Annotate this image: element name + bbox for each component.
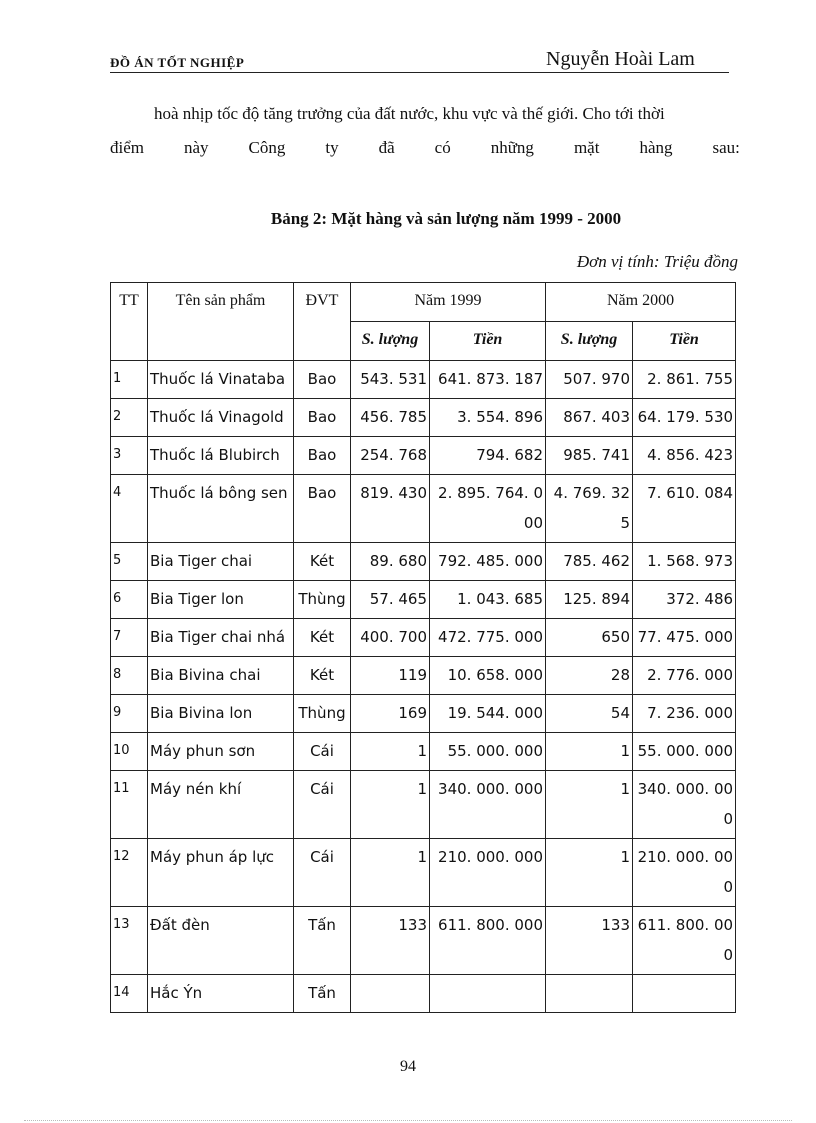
- cell-quantity-1999: 254. 768: [351, 437, 430, 475]
- cell-product-name: Bia Tiger chai nhá: [148, 619, 294, 657]
- cell-quantity-1999: 89. 680: [351, 543, 430, 581]
- cell-tt: 2: [111, 399, 148, 437]
- cell-product-name: Bia Bivina chai: [148, 657, 294, 695]
- cell-quantity-2000: 1: [546, 771, 633, 839]
- cell-quantity-2000: 785. 462: [546, 543, 633, 581]
- table-row: [111, 437, 736, 475]
- paragraph-word: Công: [248, 138, 286, 157]
- cell-money-1999: 611. 800. 000: [430, 907, 546, 975]
- cell-tt: 14: [111, 975, 148, 1013]
- cell-tt: 5: [111, 543, 148, 581]
- cell-quantity-1999: 1: [351, 733, 430, 771]
- cell-quantity-2000: 985. 741: [546, 437, 633, 475]
- cell-money-2000: [633, 975, 736, 1013]
- cell-tt: 12: [111, 839, 148, 907]
- paragraph-word: hàng: [639, 138, 673, 157]
- paragraph-word: mặt: [573, 138, 600, 157]
- cell-unit: Két: [294, 657, 351, 695]
- table-row: [111, 975, 736, 1013]
- cell-product-name: Máy nén khí: [148, 771, 294, 839]
- cell-product-name: Bia Tiger lon: [148, 581, 294, 619]
- cell-quantity-2000: 4. 769. 325: [546, 475, 633, 543]
- cell-quantity-2000: 28: [546, 657, 633, 695]
- cell-quantity-2000: 507. 970: [546, 361, 633, 399]
- header-product-name: Tên sản phẩm: [148, 283, 294, 361]
- cell-money-2000: 2. 776. 000: [633, 657, 736, 695]
- cell-quantity-1999: [351, 975, 430, 1013]
- table-row: [111, 657, 736, 695]
- cell-quantity-1999: 543. 531: [351, 361, 430, 399]
- cell-product-name: Thuốc lá Blubirch: [148, 437, 294, 475]
- paragraph-line-2: [110, 138, 740, 158]
- table-row: [111, 475, 736, 543]
- cell-unit: Thùng: [294, 695, 351, 733]
- table-row: [111, 581, 736, 619]
- cell-unit: Thùng: [294, 581, 351, 619]
- cell-money-1999: 10. 658. 000: [430, 657, 546, 695]
- paragraph-word: điểm: [110, 138, 144, 157]
- cell-tt: 4: [111, 475, 148, 543]
- cell-quantity-1999: 119: [351, 657, 430, 695]
- cell-quantity-1999: 1: [351, 839, 430, 907]
- paragraph-word: những: [490, 138, 534, 157]
- header-unit: ĐVT: [294, 283, 351, 361]
- cell-quantity-2000: 54: [546, 695, 633, 733]
- cell-quantity-2000: 1: [546, 839, 633, 907]
- cell-money-1999: 19. 544. 000: [430, 695, 546, 733]
- cell-unit: Bao: [294, 361, 351, 399]
- header-year-1999: Năm 1999: [351, 283, 546, 322]
- table-title: Bảng 2: Mặt hàng và sản lượng năm 1999 - 2000: [270, 209, 622, 228]
- cell-tt: 9: [111, 695, 148, 733]
- cell-quantity-1999: 57. 465: [351, 581, 430, 619]
- unit-note: Đơn vị tính: Triệu đồng: [576, 252, 738, 271]
- header-money-1999: Tiền: [430, 322, 546, 361]
- cell-product-name: Máy phun sơn: [148, 733, 294, 771]
- cell-money-1999: 340. 000. 000: [430, 771, 546, 839]
- cell-money-2000: 1. 568. 973: [633, 543, 736, 581]
- cell-unit: Cái: [294, 839, 351, 907]
- table-row: [111, 361, 736, 399]
- cell-money-2000: 2. 861. 755: [633, 361, 736, 399]
- cell-tt: 6: [111, 581, 148, 619]
- cell-money-1999: 3. 554. 896: [430, 399, 546, 437]
- cell-quantity-1999: 400. 700: [351, 619, 430, 657]
- cell-money-2000: 7. 610. 084: [633, 475, 736, 543]
- cell-money-2000: 7. 236. 000: [633, 695, 736, 733]
- cell-quantity-2000: 133: [546, 907, 633, 975]
- page-number: 94: [400, 1058, 416, 1075]
- cell-tt: 13: [111, 907, 148, 975]
- cell-money-2000: 55. 000. 000: [633, 733, 736, 771]
- table-row: [111, 771, 736, 839]
- cell-unit: Két: [294, 619, 351, 657]
- cell-money-1999: 2. 895. 764. 000: [430, 475, 546, 543]
- header-rule: [110, 72, 729, 73]
- cell-money-2000: 64. 179. 530: [633, 399, 736, 437]
- cell-product-name: Hắc Ýn: [148, 975, 294, 1013]
- cell-unit: Bao: [294, 399, 351, 437]
- cell-product-name: Bia Bivina lon: [148, 695, 294, 733]
- cell-money-2000: 4. 856. 423: [633, 437, 736, 475]
- cell-product-name: Thuốc lá bông sen: [148, 475, 294, 543]
- cell-quantity-2000: [546, 975, 633, 1013]
- cell-quantity-2000: 1: [546, 733, 633, 771]
- cell-money-1999: 55. 000. 000: [430, 733, 546, 771]
- cell-tt: 1: [111, 361, 148, 399]
- cell-unit: Tấn: [294, 975, 351, 1013]
- cell-unit: Két: [294, 543, 351, 581]
- cell-money-1999: [430, 975, 546, 1013]
- cell-quantity-1999: 133: [351, 907, 430, 975]
- cell-money-2000: 611. 800. 000: [633, 907, 736, 975]
- cell-product-name: Thuốc lá Vinataba: [148, 361, 294, 399]
- cell-tt: 11: [111, 771, 148, 839]
- header-year-2000: Năm 2000: [546, 283, 736, 322]
- cell-money-1999: 1. 043. 685: [430, 581, 546, 619]
- table-row: [111, 839, 736, 907]
- cell-unit: Bao: [294, 475, 351, 543]
- paragraph-word: này: [184, 138, 209, 157]
- table-row: [111, 907, 736, 975]
- table-row: [111, 399, 736, 437]
- table-row: [111, 733, 736, 771]
- paragraph-word: có: [434, 138, 451, 157]
- cell-quantity-2000: 867. 403: [546, 399, 633, 437]
- footer-divider: [24, 1120, 792, 1121]
- cell-product-name: Máy phun áp lực: [148, 839, 294, 907]
- cell-tt: 10: [111, 733, 148, 771]
- cell-unit: Cái: [294, 733, 351, 771]
- table-row: [111, 619, 736, 657]
- cell-money-1999: 792. 485. 000: [430, 543, 546, 581]
- cell-quantity-1999: 456. 785: [351, 399, 430, 437]
- cell-money-1999: 641. 873. 187: [430, 361, 546, 399]
- cell-product-name: Bia Tiger chai: [148, 543, 294, 581]
- cell-money-1999: 794. 682: [430, 437, 546, 475]
- cell-money-2000: 372. 486: [633, 581, 736, 619]
- paragraph-line-1: hoà nhịp tốc độ tăng trưởng của đất nước, khu vực và thế giới. Cho tới thời: [154, 104, 665, 123]
- cell-quantity-1999: 819. 430: [351, 475, 430, 543]
- cell-product-name: Thuốc lá Vinagold: [148, 399, 294, 437]
- header-quantity-2000: S. lượng: [546, 322, 633, 361]
- paragraph-word: ty: [325, 138, 339, 157]
- cell-quantity-1999: 1: [351, 771, 430, 839]
- cell-money-2000: 340. 000. 000: [633, 771, 736, 839]
- paragraph-word: đã: [378, 138, 395, 157]
- header-quantity-1999: S. lượng: [351, 322, 430, 361]
- cell-money-1999: 472. 775. 000: [430, 619, 546, 657]
- table-row: [111, 543, 736, 581]
- document-header-title: ĐỒ ÁN TỐT NGHIỆP: [110, 55, 245, 70]
- cell-money-2000: 77. 475. 000: [633, 619, 736, 657]
- cell-unit: Tấn: [294, 907, 351, 975]
- header-money-2000: Tiền: [633, 322, 736, 361]
- cell-product-name: Đất đèn: [148, 907, 294, 975]
- cell-unit: Bao: [294, 437, 351, 475]
- cell-quantity-2000: 650: [546, 619, 633, 657]
- cell-money-1999: 210. 000. 000: [430, 839, 546, 907]
- header-tt: TT: [111, 283, 148, 361]
- table-row: [111, 695, 736, 733]
- cell-money-2000: 210. 000. 000: [633, 839, 736, 907]
- cell-quantity-1999: 169: [351, 695, 430, 733]
- cell-quantity-2000: 125. 894: [546, 581, 633, 619]
- cell-tt: 7: [111, 619, 148, 657]
- cell-tt: 3: [111, 437, 148, 475]
- cell-unit: Cái: [294, 771, 351, 839]
- document-author: Nguyễn Hoài Lam: [546, 48, 695, 70]
- paragraph-word: sau:: [712, 138, 740, 157]
- product-table: [110, 282, 736, 1013]
- cell-tt: 8: [111, 657, 148, 695]
